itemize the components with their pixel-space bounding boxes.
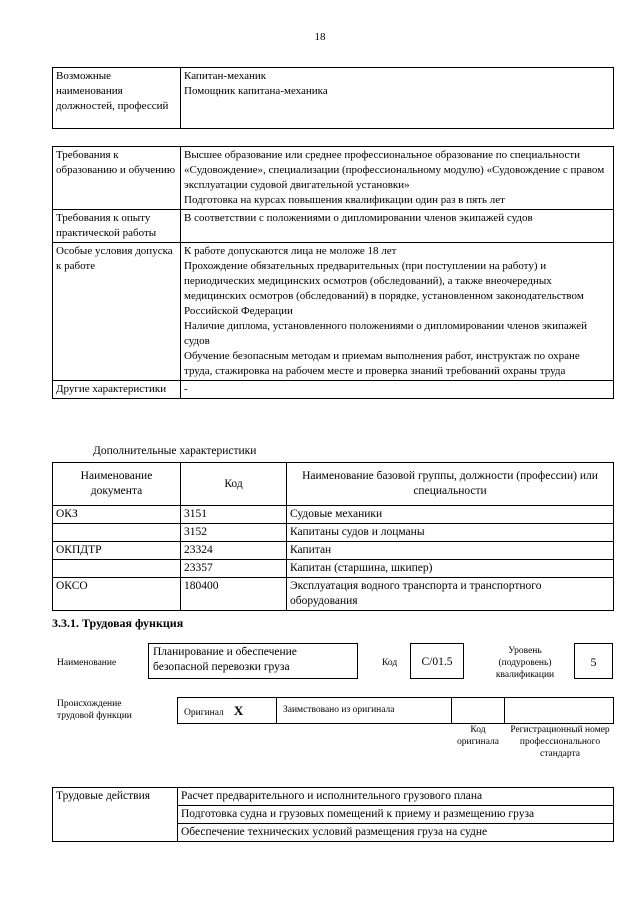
table-row bbox=[53, 524, 614, 542]
requirements-table bbox=[52, 146, 614, 399]
code-value-box: C/01.5 bbox=[410, 643, 464, 679]
page-number: 18 bbox=[314, 31, 326, 43]
code-cell: 23357 bbox=[181, 560, 287, 578]
code-cell: 3152 bbox=[181, 524, 287, 542]
positions-values bbox=[181, 68, 614, 129]
origin-code-box bbox=[451, 697, 505, 724]
positions-label: Возможные наименования должностей, профессий bbox=[53, 68, 181, 129]
table-row bbox=[53, 560, 614, 578]
table-row bbox=[53, 147, 614, 210]
column-header: Наименование базовой группы, должности (профессии) или специальности bbox=[287, 463, 614, 506]
requirement-value bbox=[181, 210, 614, 243]
requirement-line: - bbox=[184, 383, 188, 395]
requirement-line: Прохождение обязательных предварительных (при поступлении на работу) и периодических медицинских осмотров (обследований), а также внеочередных медицинских осмотров (обследований) в порядке, установленном законодательством Российской Федерации bbox=[184, 260, 584, 317]
table-row bbox=[53, 578, 614, 611]
table-row bbox=[53, 506, 614, 524]
borrowed-box: Заимствовано из оригинала bbox=[276, 697, 452, 724]
doc-cell bbox=[53, 524, 181, 542]
doc-cell: ОКПДТР bbox=[53, 542, 181, 560]
name-cell: Капитаны судов и лоцманы bbox=[287, 524, 614, 542]
code-label: Код bbox=[382, 658, 398, 668]
action-item: Подготовка судна и грузовых помещений к приему и размещению груза bbox=[178, 806, 614, 824]
position-item: Капитан-механик bbox=[184, 70, 267, 82]
action-item: Обеспечение технических условий размещения груза на судне bbox=[178, 824, 614, 842]
doc-cell bbox=[53, 560, 181, 578]
table-row bbox=[53, 243, 614, 381]
positions-table bbox=[52, 67, 614, 129]
requirement-line: Наличие диплома, установленного положениями о дипломировании членов экипажей судов bbox=[184, 320, 588, 347]
reg-number-label: Регистрационный номер профессионального стандарта bbox=[510, 725, 610, 759]
name-cell: Капитан (старшина, шкипер) bbox=[287, 560, 614, 578]
name-cell: Капитан bbox=[287, 542, 614, 560]
requirement-label: Требования к опыту практической работы bbox=[53, 210, 181, 243]
requirement-label: Другие характеристики bbox=[53, 381, 181, 399]
doc-cell: ОКСО bbox=[53, 578, 181, 611]
additional-title: Дополнительные характеристики bbox=[93, 445, 257, 457]
table-row bbox=[53, 210, 614, 243]
requirement-value bbox=[181, 381, 614, 399]
table-row bbox=[53, 542, 614, 560]
doc-cell: ОКЗ bbox=[53, 506, 181, 524]
origin-code-label: Код оригинала bbox=[457, 725, 499, 747]
action-item: Расчет предварительного и исполнительного грузового плана bbox=[178, 788, 614, 806]
code-cell: 3151 bbox=[181, 506, 287, 524]
code-cell: 180400 bbox=[181, 578, 287, 611]
column-header: Наименование документа bbox=[53, 463, 181, 506]
function-name-box: Планирование и обеспечение безопасной перевозки груза bbox=[148, 643, 358, 679]
requirement-line: К работе допускаются лица не моложе 18 лет bbox=[184, 245, 397, 257]
requirement-value bbox=[181, 243, 614, 381]
table-header-row bbox=[53, 463, 614, 506]
additional-table bbox=[52, 462, 614, 611]
requirement-line: Подготовка на курсах повышения квалификации один раз в пять лет bbox=[184, 194, 505, 206]
original-label: Оригинал bbox=[184, 708, 224, 718]
function-name-label: Наименование bbox=[57, 658, 117, 668]
section-title: 3.3.1. Трудовая функция bbox=[52, 616, 184, 630]
actions-table bbox=[52, 787, 614, 842]
level-label: Уровень (подуровень) квалификации bbox=[495, 646, 555, 680]
requirement-line: Высшее образование или среднее профессиональное образование по специальности «Судовождение», специализации (профессиональному модулю) «Судовождение с правом эксплуатации судовой двигательной установки» bbox=[184, 149, 605, 191]
requirement-label: Особые условия допуска к работе bbox=[53, 243, 181, 381]
name-cell: Эксплуатация водного транспорта и транспортного оборудования bbox=[287, 578, 614, 611]
requirement-value bbox=[181, 147, 614, 210]
requirement-line: В соответствии с положениями о дипломировании членов экипажей судов bbox=[184, 212, 533, 224]
column-header: Код bbox=[181, 463, 287, 506]
actions-label: Трудовые действия bbox=[53, 788, 178, 842]
code-cell: 23324 bbox=[181, 542, 287, 560]
original-box bbox=[177, 697, 277, 724]
table-row bbox=[53, 788, 614, 806]
requirement-line: Обучение безопасным методам и приемам выполнения работ, инструктаж по охране труда, стажировка на рабочем месте и проверка знаний требований охраны труда bbox=[184, 350, 580, 377]
origin-label: Происхождение трудовой функции bbox=[57, 699, 132, 721]
position-item: Помощник капитана-механика bbox=[184, 85, 328, 97]
reg-number-box bbox=[504, 697, 614, 724]
requirement-label: Требования к образованию и обучению bbox=[53, 147, 181, 210]
table-row bbox=[53, 381, 614, 399]
name-cell: Судовые механики bbox=[287, 506, 614, 524]
table-row bbox=[53, 68, 614, 129]
level-value-box: 5 bbox=[574, 643, 613, 679]
original-mark: X bbox=[233, 703, 244, 718]
